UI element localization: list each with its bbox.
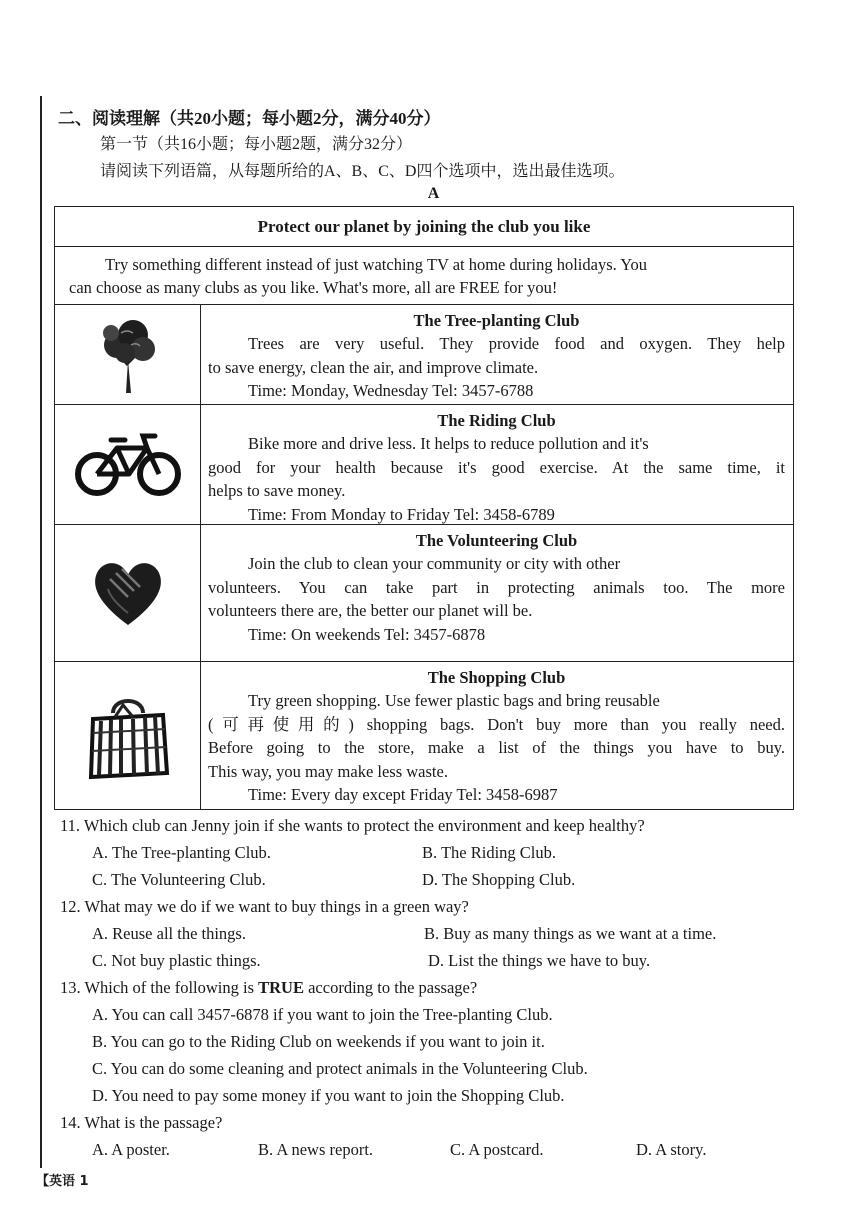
club-desc-line: helps to save money. [208, 481, 346, 501]
club-text [200, 405, 793, 524]
question-option[interactable]: A. A poster. [92, 1140, 170, 1159]
club-text [200, 305, 793, 404]
club-desc-line: Trees are very useful. They provide food and oxygen. They help [248, 334, 785, 354]
question-stem: 12. What may we do if we want to buy things in a green way? [60, 897, 469, 916]
question-option[interactable]: B. You can go to the Riding Club on weekends if you want to join it. [92, 1032, 545, 1051]
question-option[interactable]: C. Not buy plastic things. [92, 951, 261, 970]
club-name: The Shopping Club [427, 668, 566, 687]
club-text [200, 525, 793, 661]
question-stem-text: according to the passage? [303, 978, 478, 997]
club-time: Time: From Monday to Friday Tel: 3458-6789 [248, 504, 555, 524]
club-poster-table [54, 206, 794, 810]
page-footer: 【英语 1 [36, 1174, 89, 1189]
question-option[interactable]: A. Reuse all the things. [92, 924, 246, 943]
question-stem-emphasis: TRUE [258, 978, 304, 997]
question-option[interactable]: B. The Riding Club. [422, 843, 556, 862]
club-desc-line: This way, you may make less waste. [208, 761, 448, 781]
club-desc-line: Before going to the store, make a list of the things you have to buy. [208, 738, 785, 758]
club-row-riding [55, 405, 793, 525]
club-desc-line: Try green shopping. Use fewer plastic bags and bring reusable [248, 691, 660, 711]
margin-rule [40, 96, 42, 1168]
club-desc-line: to save energy, clean the air, and improve climate. [208, 357, 539, 377]
heart-hands-icon [55, 525, 201, 661]
tree-icon [55, 305, 201, 404]
question-option[interactable]: C. The Volunteering Club. [92, 870, 266, 889]
question-option[interactable]: D. A story. [636, 1140, 707, 1159]
club-name: The Riding Club [437, 411, 556, 430]
question-stem [60, 978, 477, 998]
question-stem-text: 13. Which of the following is [60, 978, 259, 997]
club-row-volunteering [55, 525, 793, 662]
poster-title: Protect our planet by joining the club you like [55, 207, 793, 247]
club-name: The Volunteering Club [415, 531, 578, 550]
club-desc-line: good for your health because it's good exercise. At the same time, it [208, 457, 785, 477]
club-name: The Tree-planting Club [413, 311, 580, 330]
poster-intro-line: can choose as many clubs as you like. What's more, all are FREE for you! [69, 278, 558, 297]
question-stem: 11. Which club can Jenny join if she wants to protect the environment and keep healthy? [60, 816, 645, 835]
question-option[interactable]: C. You can do some cleaning and protect animals in the Volunteering Club. [92, 1059, 588, 1078]
club-time: Time: On weekends Tel: 3457-6878 [248, 624, 486, 644]
question-option[interactable]: D. List the things we have to buy. [428, 951, 651, 970]
question-option[interactable]: B. Buy as many things as we want at a time. [424, 924, 717, 943]
club-desc-line: volunteers there are, the better our planet will be. [208, 601, 533, 621]
bicycle-icon [55, 405, 201, 524]
club-desc-line: Bike more and drive less. It helps to reduce pollution and it's [248, 434, 649, 454]
poster-intro [55, 247, 793, 305]
poster-intro-line: Try something different instead of just watching TV at home during holidays. You [105, 255, 648, 274]
club-desc-line: Join the club to clean your community or city with other [248, 554, 621, 574]
club-row-tree-planting [55, 305, 793, 405]
club-desc-line: (可再使用的) shopping bags. Don't buy more than you really need. [208, 714, 785, 734]
section-subtitle: 第一节（共16小题；每小题2题，满分32分） [100, 136, 413, 153]
question-option[interactable]: B. A news report. [258, 1140, 374, 1159]
question-option[interactable]: D. You need to pay some money if you want to join the Shopping Club. [92, 1086, 565, 1105]
section-instruction: 请阅读下列语篇，从每题所给的A、B、C、D四个选项中，选出最佳选项。 [100, 163, 625, 180]
shopping-bag-icon [55, 662, 201, 809]
club-time: Time: Every day except Friday Tel: 3458-6987 [248, 785, 558, 805]
question-option[interactable]: C. A postcard. [450, 1140, 544, 1159]
question-stem: 14. What is the passage? [60, 1113, 223, 1132]
question-option[interactable]: A. The Tree-planting Club. [92, 843, 271, 862]
question-option[interactable]: D. The Shopping Club. [422, 870, 576, 889]
club-time: Time: Monday, Wednesday Tel: 3457-6788 [248, 381, 534, 401]
club-text [200, 662, 793, 809]
section-title: 二、阅读理解（共20小题；每小题2分，满分40分） [58, 109, 441, 128]
passage-label: A [427, 185, 440, 202]
question-option[interactable]: A. You can call 3457-6878 if you want to join the Tree-planting Club. [92, 1005, 553, 1024]
club-row-shopping [55, 662, 793, 809]
club-desc-line: volunteers. You can take part in protecting animals too. The more [208, 577, 785, 597]
